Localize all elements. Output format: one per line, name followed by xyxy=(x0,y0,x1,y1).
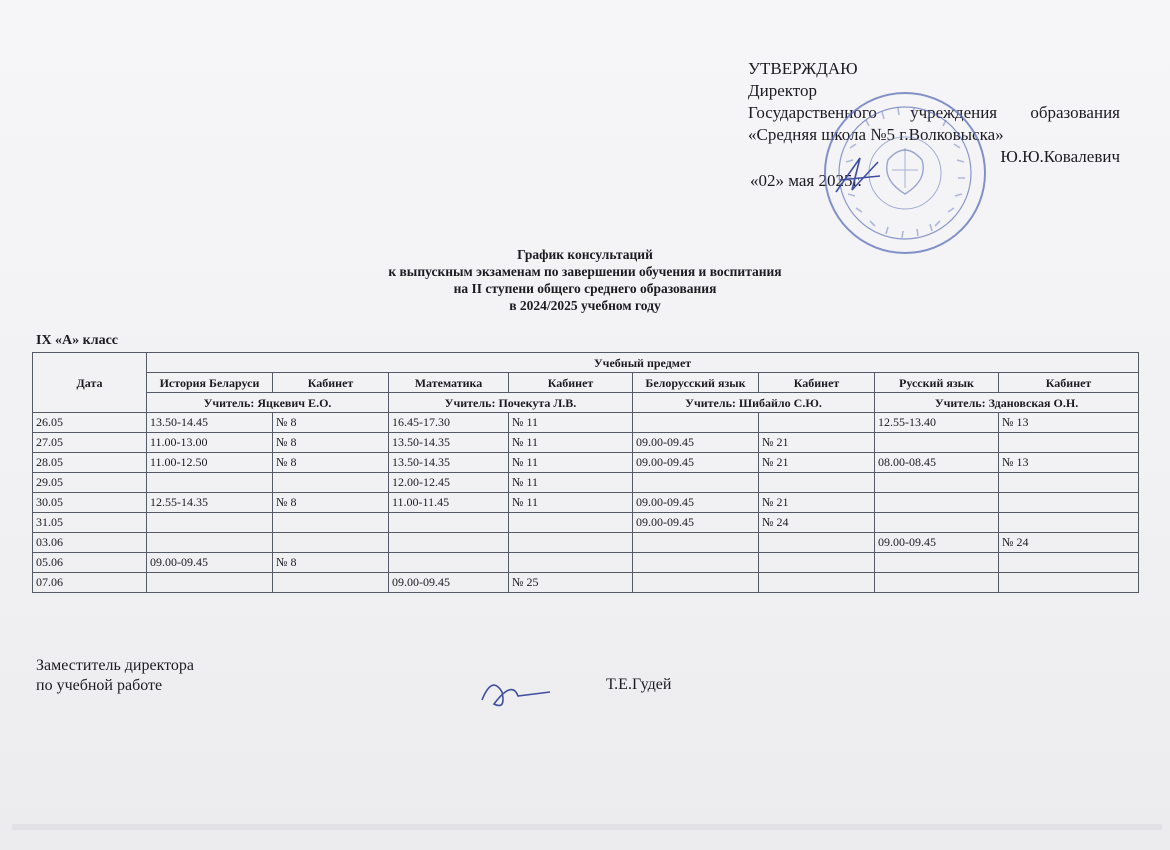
approval-date: «02» мая 2025г. xyxy=(750,171,862,190)
consultation-schedule-table xyxy=(32,352,1139,593)
cell-russian-room: № 24 xyxy=(999,533,1139,553)
cell-math-time: 09.00-09.45 xyxy=(389,573,509,593)
cell-date: 26.05 xyxy=(33,413,147,433)
header-teacher-math: Учитель: Почекута Л.В. xyxy=(389,393,633,413)
cell-belarusian-room xyxy=(759,473,875,493)
scanner-edge-shadow xyxy=(12,820,1162,834)
header-room-math: Кабинет xyxy=(509,373,633,393)
cell-math-room: № 11 xyxy=(509,413,633,433)
table-row xyxy=(33,573,1139,593)
table-row xyxy=(33,553,1139,573)
cell-russian-time xyxy=(875,553,999,573)
cell-math-room xyxy=(509,553,633,573)
cell-math-room: № 11 xyxy=(509,493,633,513)
approval-position: Директор xyxy=(748,81,817,100)
cell-russian-room xyxy=(999,513,1139,533)
cell-math-room: № 11 xyxy=(509,473,633,493)
approval-org-word1: Государственного xyxy=(748,103,877,122)
cell-russian-room xyxy=(999,433,1139,453)
cell-history-room: № 8 xyxy=(273,433,389,453)
cell-belarusian-room xyxy=(759,573,875,593)
header-teacher-belarusian: Учитель: Шибайло С.Ю. xyxy=(633,393,875,413)
cell-history-room: № 8 xyxy=(273,493,389,513)
cell-history-time: 11.00-13.00 xyxy=(147,433,273,453)
cell-math-room: № 11 xyxy=(509,453,633,473)
cell-belarusian-time xyxy=(633,573,759,593)
cell-history-time: 12.55-14.35 xyxy=(147,493,273,513)
document-title xyxy=(0,246,1170,314)
header-subject-belarusian: Белорусский язык xyxy=(633,373,759,393)
cell-math-time xyxy=(389,513,509,533)
cell-history-time xyxy=(147,573,273,593)
cell-russian-room: № 13 xyxy=(999,453,1139,473)
header-subject-russian: Русский язык xyxy=(875,373,999,393)
cell-math-room: № 11 xyxy=(509,433,633,453)
cell-belarusian-room: № 24 xyxy=(759,513,875,533)
cell-russian-time xyxy=(875,433,999,453)
cell-russian-room: № 13 xyxy=(999,413,1139,433)
cell-history-time xyxy=(147,513,273,533)
schedule-body xyxy=(33,413,1139,593)
cell-russian-time xyxy=(875,473,999,493)
cell-russian-time: 12.55-13.40 xyxy=(875,413,999,433)
cell-date: 28.05 xyxy=(33,453,147,473)
cell-belarusian-time: 09.00-09.45 xyxy=(633,433,759,453)
cell-belarusian-time: 09.00-09.45 xyxy=(633,513,759,533)
cell-belarusian-time xyxy=(633,533,759,553)
approval-org-word3: образования xyxy=(1030,103,1120,122)
cell-russian-time: 08.00-08.45 xyxy=(875,453,999,473)
cell-belarusian-room xyxy=(759,533,875,553)
header-date: Дата xyxy=(33,353,147,413)
cell-russian-room xyxy=(999,493,1139,513)
cell-date: 07.06 xyxy=(33,573,147,593)
cell-date: 31.05 xyxy=(33,513,147,533)
header-subject-history: История Беларуси xyxy=(147,373,273,393)
header-room-belarusian: Кабинет xyxy=(759,373,875,393)
cell-russian-time: 09.00-09.45 xyxy=(875,533,999,553)
title-line-4: в 2024/2025 учебном году xyxy=(509,298,661,313)
header-teacher-russian: Учитель: Здановская О.Н. xyxy=(875,393,1139,413)
footer-position-line2: по учебной работе xyxy=(36,677,163,694)
deputy-signature-icon xyxy=(472,670,552,720)
cell-history-room: № 8 xyxy=(273,413,389,433)
approval-org-line2: «Средняя школа №5 г.Волковыска» xyxy=(748,125,1004,144)
cell-date: 03.06 xyxy=(33,533,147,553)
cell-date: 27.05 xyxy=(33,433,147,453)
cell-belarusian-room xyxy=(759,413,875,433)
cell-math-time: 16.45-17.30 xyxy=(389,413,509,433)
title-line-3: на II ступени общего среднего образования xyxy=(453,281,717,296)
cell-history-room: № 8 xyxy=(273,553,389,573)
cell-belarusian-room: № 21 xyxy=(759,493,875,513)
table-row xyxy=(33,493,1139,513)
approval-signer: Ю.Ю.Ковалевич xyxy=(1000,147,1120,166)
cell-math-time: 13.50-14.35 xyxy=(389,433,509,453)
cell-math-room: № 25 xyxy=(509,573,633,593)
cell-history-time xyxy=(147,533,273,553)
cell-belarusian-time: 09.00-09.45 xyxy=(633,453,759,473)
cell-math-time: 13.50-14.35 xyxy=(389,453,509,473)
title-line-2: к выпускным экзаменам по завершении обучения и воспитания xyxy=(388,264,782,279)
cell-belarusian-room xyxy=(759,553,875,573)
table-row xyxy=(33,513,1139,533)
cell-belarusian-room: № 21 xyxy=(759,453,875,473)
cell-math-room xyxy=(509,513,633,533)
cell-history-time: 13.50-14.45 xyxy=(147,413,273,433)
cell-russian-room xyxy=(999,553,1139,573)
cell-russian-room xyxy=(999,473,1139,493)
cell-history-room xyxy=(273,473,389,493)
table-row xyxy=(33,473,1139,493)
cell-belarusian-time: 09.00-09.45 xyxy=(633,493,759,513)
class-label: IX «А» класс xyxy=(36,333,119,348)
cell-history-time xyxy=(147,473,273,493)
cell-date: 29.05 xyxy=(33,473,147,493)
header-room-russian: Кабинет xyxy=(999,373,1139,393)
cell-history-time: 11.00-12.50 xyxy=(147,453,273,473)
cell-date: 05.06 xyxy=(33,553,147,573)
cell-date: 30.05 xyxy=(33,493,147,513)
director-signature-icon xyxy=(830,150,890,200)
cell-history-room: № 8 xyxy=(273,453,389,473)
cell-belarusian-time xyxy=(633,473,759,493)
approval-org-word2: учреждения xyxy=(910,103,998,122)
cell-history-room xyxy=(273,513,389,533)
header-teacher-history: Учитель: Яцкевич Е.О. xyxy=(147,393,389,413)
footer-signer: Т.Е.Гудей xyxy=(606,676,672,693)
cell-history-time: 09.00-09.45 xyxy=(147,553,273,573)
cell-math-time xyxy=(389,533,509,553)
cell-russian-room xyxy=(999,573,1139,593)
header-subject-group: Учебный предмет xyxy=(147,353,1139,373)
footer-position-line1: Заместитель директора xyxy=(36,657,195,674)
title-line-1: График консультаций xyxy=(517,247,653,262)
header-room-history: Кабинет xyxy=(273,373,389,393)
cell-belarusian-time xyxy=(633,413,759,433)
cell-russian-time xyxy=(875,493,999,513)
cell-russian-time xyxy=(875,573,999,593)
cell-math-time: 11.00-11.45 xyxy=(389,493,509,513)
table-row xyxy=(33,413,1139,433)
cell-russian-time xyxy=(875,513,999,533)
approval-heading: УТВЕРЖДАЮ xyxy=(748,59,858,78)
table-row xyxy=(33,433,1139,453)
cell-math-time xyxy=(389,553,509,573)
cell-history-room xyxy=(273,573,389,593)
cell-math-room xyxy=(509,533,633,553)
table-row xyxy=(33,453,1139,473)
cell-belarusian-room: № 21 xyxy=(759,433,875,453)
cell-math-time: 12.00-12.45 xyxy=(389,473,509,493)
table-row xyxy=(33,533,1139,553)
cell-history-room xyxy=(273,533,389,553)
header-subject-math: Математика xyxy=(389,373,509,393)
cell-belarusian-time xyxy=(633,553,759,573)
